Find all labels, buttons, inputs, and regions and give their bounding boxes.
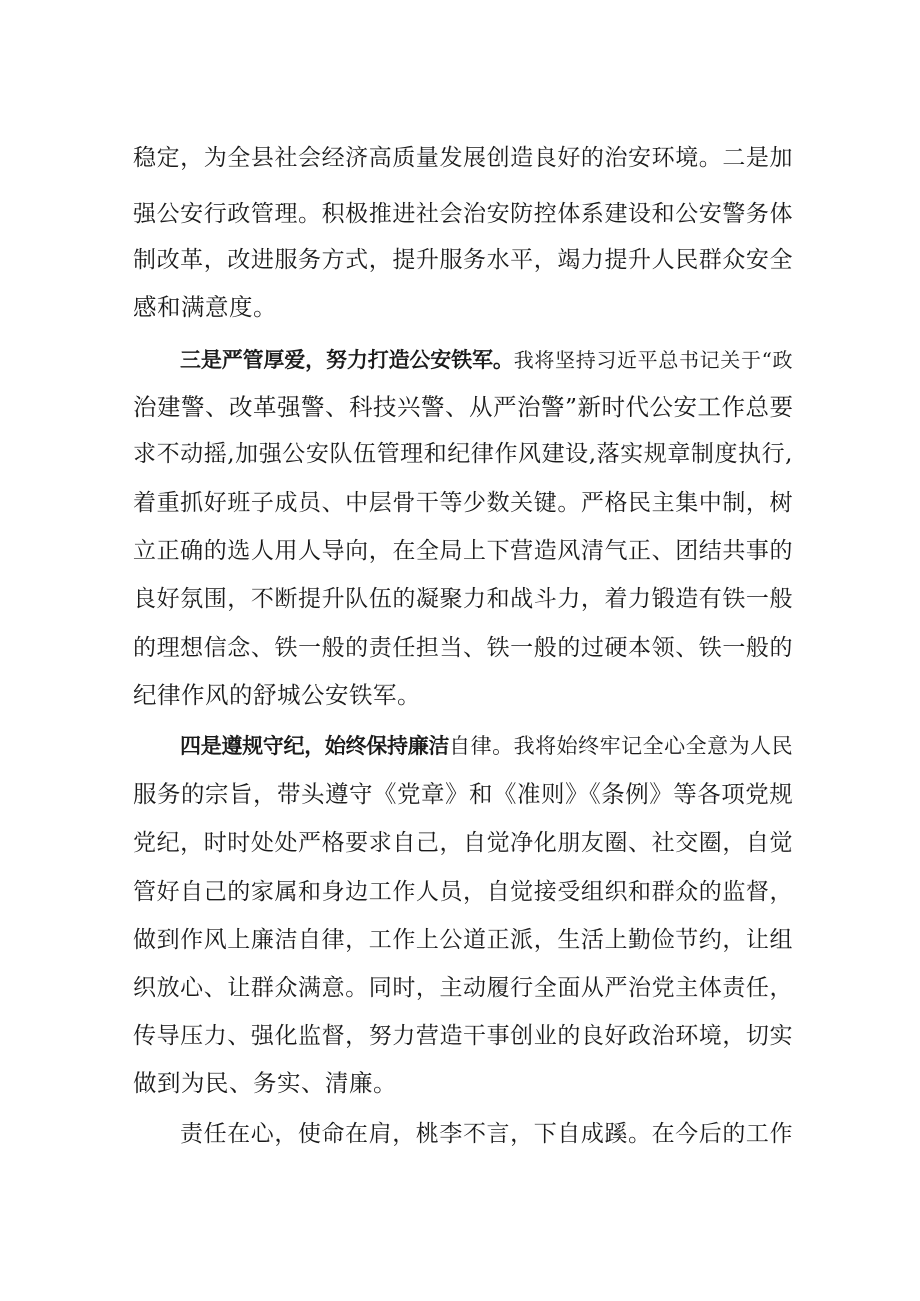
paragraph-2-line-6: 良好氛围，不断提升队伍的凝聚力和战斗力，着力锻造有铁一般 [133, 586, 793, 612]
paragraph-2-line-4: 着重抓好班子成员、中层骨干等少数关键。严格民主集中制，树 [133, 490, 793, 516]
paragraph-2-line-3: 求不动摇,加强公安队伍管理和纪律作风建设,落实规章制度执行, [133, 441, 793, 467]
paragraph-3-line-2: 服务的宗旨，带头遵守《党章》和《准则》《条例》等各项党规 [133, 780, 794, 808]
paragraph-2-line-7: 的理想信念、铁一般的责任担当、铁一般的过硬本领、铁一般的 [133, 635, 793, 661]
paragraph-3-line-4: 管好自己的家属和身边工作人员，自觉接受组织和群众的监督， [133, 879, 793, 905]
paragraph-1-line-2: 强公安行政管理。积极推进社会治安防控体系建设和公安警务体 [133, 201, 793, 227]
paragraph-3-line-1 [180, 726, 793, 766]
paragraph-3-line-6: 织放心、让群众满意。同时，主动履行全面从严治党主体责任， [133, 975, 793, 1001]
paragraph-3-line-5: 做到作风上廉洁自律，工作上公道正派，生活上勤俭节约，让组 [133, 927, 793, 953]
paragraph-1-line-1: 稳定，为全县社会经济高质量发展创造良好的治安环境。二是加 [133, 145, 793, 171]
paragraph-2-lead: 三是严管厚爱，努力打造公安铁军。 [180, 348, 514, 372]
paragraph-2-line-2: 治建警、改革强警、科技兴警、从严治警”新时代公安工作总要 [133, 393, 794, 421]
paragraph-2-line-1 [180, 340, 793, 380]
paragraph-4-line-1: 责任在心，使命在肩，桃李不言，下自成蹊。在今后的工作 [180, 1121, 793, 1147]
paragraph-2-first-rest: 我将坚持习近平总书记关于“政 [513, 348, 793, 372]
paragraph-3-line-3: 党纪，时时处处严格要求自己，自觉净化朋友圈、社交圈，自觉 [133, 830, 793, 856]
paragraph-3-line-7: 传导压力、强化监督，努力营造干事创业的良好政治环境，切实 [133, 1023, 793, 1049]
paragraph-3-first-rest: 自律。我将始终牢记全心全意为人民 [449, 734, 794, 758]
paragraph-3-lead: 四是遵规守纪，始终保持廉洁 [180, 734, 450, 758]
paragraph-1-line-4: 感和满意度。 [133, 293, 277, 321]
paragraph-2-line-8: 纪律作风的舒城公安铁军。 [133, 681, 421, 709]
paragraph-3-line-8: 做到为民、务实、清廉。 [133, 1069, 397, 1097]
paragraph-2-line-5: 立正确的选人用人导向，在全局上下营造风清气正、团结共事的 [133, 538, 793, 564]
paragraph-1-line-3: 制改革，改进服务方式，提升服务水平，竭力提升人民群众安全 [133, 247, 793, 273]
